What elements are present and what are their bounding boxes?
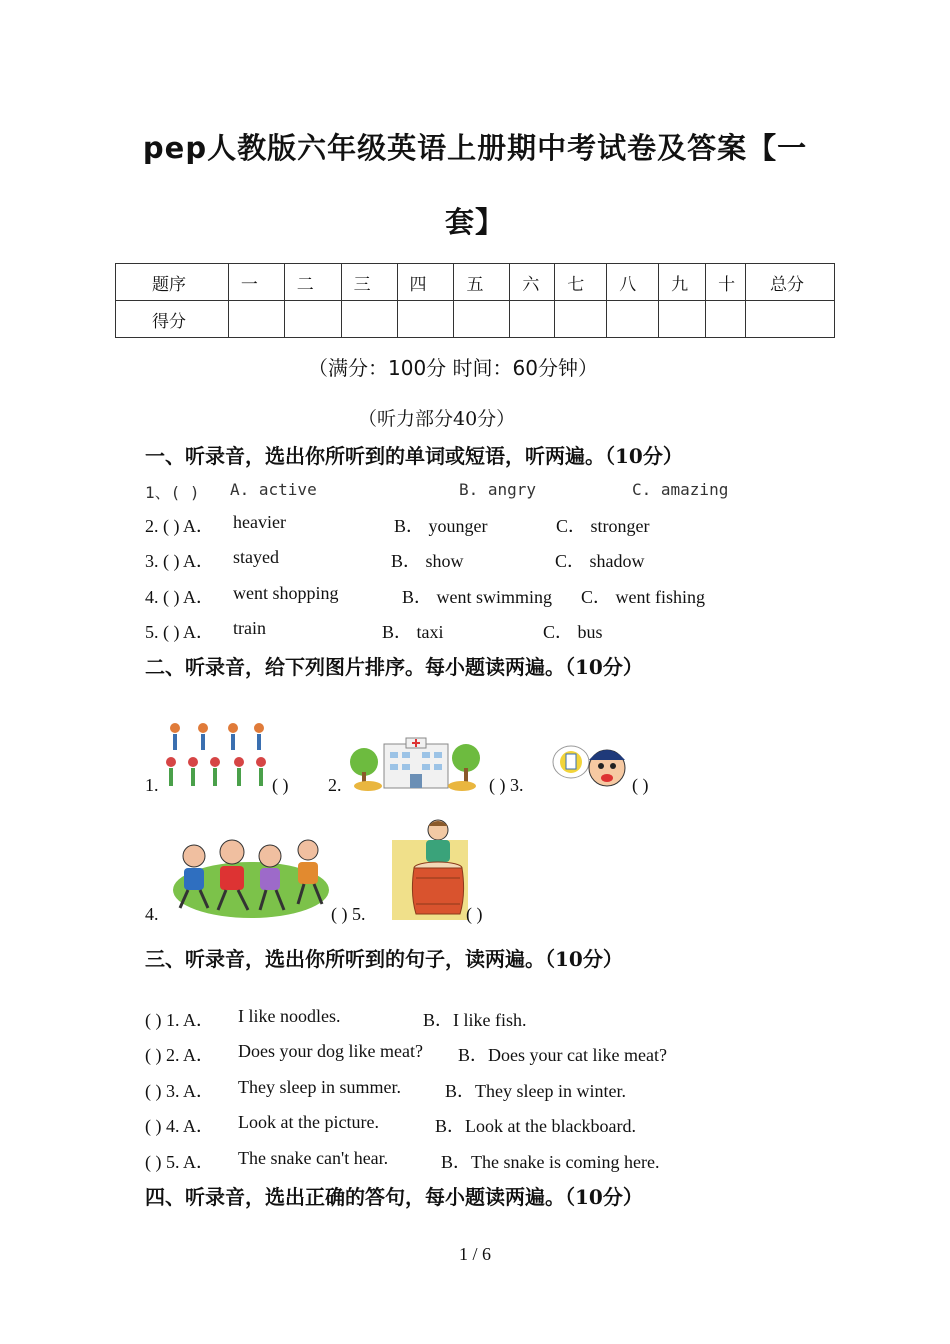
table-cell: 八 xyxy=(607,264,659,301)
pic5-answer-blank[interactable]: ( ) xyxy=(466,904,483,924)
score-input-cell[interactable] xyxy=(454,301,510,338)
score-input-cell[interactable] xyxy=(706,301,746,338)
s3-q3-number: ( ) 3. A． xyxy=(145,1081,214,1101)
q5-option-c: C． bus xyxy=(543,622,603,642)
score-input-cell[interactable] xyxy=(659,301,706,338)
pic4-number: 4. xyxy=(145,904,159,924)
s3-q2-option-b: B．Does your cat like meat? xyxy=(458,1045,667,1065)
table-cell: 总分 xyxy=(746,264,835,301)
table-cell: 九 xyxy=(659,264,706,301)
table-cell: 四 xyxy=(397,264,454,301)
s3-q2-option-a: Does your dog like meat? xyxy=(238,1041,423,1061)
pic3-answer-blank[interactable]: ( ) xyxy=(632,775,649,795)
q1-number: 1、( ) xyxy=(145,483,200,502)
q4-option-b: B． went swimming xyxy=(402,587,553,607)
boy-thirsty-image xyxy=(549,742,629,790)
q4-option-c: C． went fishing xyxy=(581,587,705,607)
section-4-heading: 四、听录音，选出正确的答句，每小题读两遍。（10分） xyxy=(145,1185,643,1209)
pic2-answer-blank[interactable]: ( ) 3. xyxy=(489,775,524,795)
table-cell: 三 xyxy=(341,264,397,301)
children-running-image xyxy=(172,830,330,920)
q1-option-a: A. active xyxy=(230,480,317,499)
score-input-cell[interactable] xyxy=(397,301,454,338)
listening-section-label: （听力部分40分） xyxy=(358,408,516,430)
page-title-line1: pep人教版六年级英语上册期中考试卷及答案【一 xyxy=(142,131,808,165)
q2-option-b: B． younger xyxy=(394,516,488,536)
table-cell: 一 xyxy=(228,264,284,301)
page-title-line2: 套】 xyxy=(444,205,505,239)
pic2-number: 2. xyxy=(328,775,342,795)
pic1-number: 1. xyxy=(145,775,159,795)
score-table xyxy=(115,263,835,338)
s3-q5-option-a: The snake can't hear. xyxy=(238,1148,389,1168)
q3-number: 3. ( ) A． xyxy=(145,551,214,571)
s3-q1-option-a: I like noodles. xyxy=(238,1006,341,1026)
table-cell: 二 xyxy=(284,264,341,301)
q4-option-a: went shopping xyxy=(233,583,339,603)
boy-on-drum-image xyxy=(392,816,468,920)
table-cell: 得分 xyxy=(116,301,229,338)
table-cell: 题序 xyxy=(116,264,229,301)
s3-q3-option-b: B．They sleep in winter. xyxy=(445,1081,626,1101)
score-table-header-row xyxy=(116,264,835,301)
score-input-cell[interactable] xyxy=(607,301,659,338)
s3-q5-number: ( ) 5. A． xyxy=(145,1152,214,1172)
score-table-score-row xyxy=(116,301,835,338)
s3-q1-number: ( ) 1. A． xyxy=(145,1010,214,1030)
q2-number: 2. ( ) A． xyxy=(145,516,214,536)
pic1-answer-blank[interactable]: ( ) xyxy=(272,775,289,795)
q3-option-c: C． shadow xyxy=(555,551,645,571)
q2-option-c: C． stronger xyxy=(556,516,650,536)
score-input-cell[interactable] xyxy=(555,301,607,338)
s3-q4-option-a: Look at the picture. xyxy=(238,1112,379,1132)
s3-q1-option-b: B．I like fish. xyxy=(423,1010,527,1030)
page-number: 1 / 6 xyxy=(458,1244,491,1264)
s3-q2-number: ( ) 2. A． xyxy=(145,1045,214,1065)
table-cell: 六 xyxy=(510,264,555,301)
q2-option-a: heavier xyxy=(233,512,286,532)
q3-option-a: stayed xyxy=(233,547,279,567)
hospital-image xyxy=(346,734,486,792)
q1-option-c: C. amazing xyxy=(632,480,729,499)
score-input-cell[interactable] xyxy=(284,301,341,338)
score-input-cell[interactable] xyxy=(746,301,835,338)
q1-option-b: B. angry xyxy=(459,480,537,499)
table-cell: 五 xyxy=(454,264,510,301)
score-input-cell[interactable] xyxy=(228,301,284,338)
q4-number: 4. ( ) A． xyxy=(145,587,214,607)
s3-q4-number: ( ) 4. A． xyxy=(145,1116,214,1136)
s3-q4-option-b: B．Look at the blackboard. xyxy=(435,1116,636,1136)
section-2-heading: 二、听录音，给下列图片排序。每小题读两遍。（10分） xyxy=(145,655,643,679)
table-cell: 十 xyxy=(706,264,746,301)
children-dancing-image xyxy=(163,720,269,792)
section-1-heading: 一、听录音，选出你所听到的单词或短语，听两遍。（10分） xyxy=(145,444,683,468)
q5-option-a: train xyxy=(233,618,266,638)
pic4-answer-blank[interactable]: ( ) 5. xyxy=(331,904,366,924)
s3-q5-option-b: B．The snake is coming here. xyxy=(441,1152,660,1172)
table-cell: 七 xyxy=(555,264,607,301)
s3-q3-option-a: They sleep in summer. xyxy=(238,1077,401,1097)
q5-option-b: B． taxi xyxy=(382,622,444,642)
section-3-heading: 三、听录音，选出你所听到的句子，读两遍。（10分） xyxy=(145,947,623,971)
full-score-time: （满分：100分 时间：60分钟） xyxy=(308,356,598,380)
score-input-cell[interactable] xyxy=(341,301,397,338)
q5-number: 5. ( ) A． xyxy=(145,622,214,642)
score-input-cell[interactable] xyxy=(510,301,555,338)
q3-option-b: B． show xyxy=(391,551,464,571)
